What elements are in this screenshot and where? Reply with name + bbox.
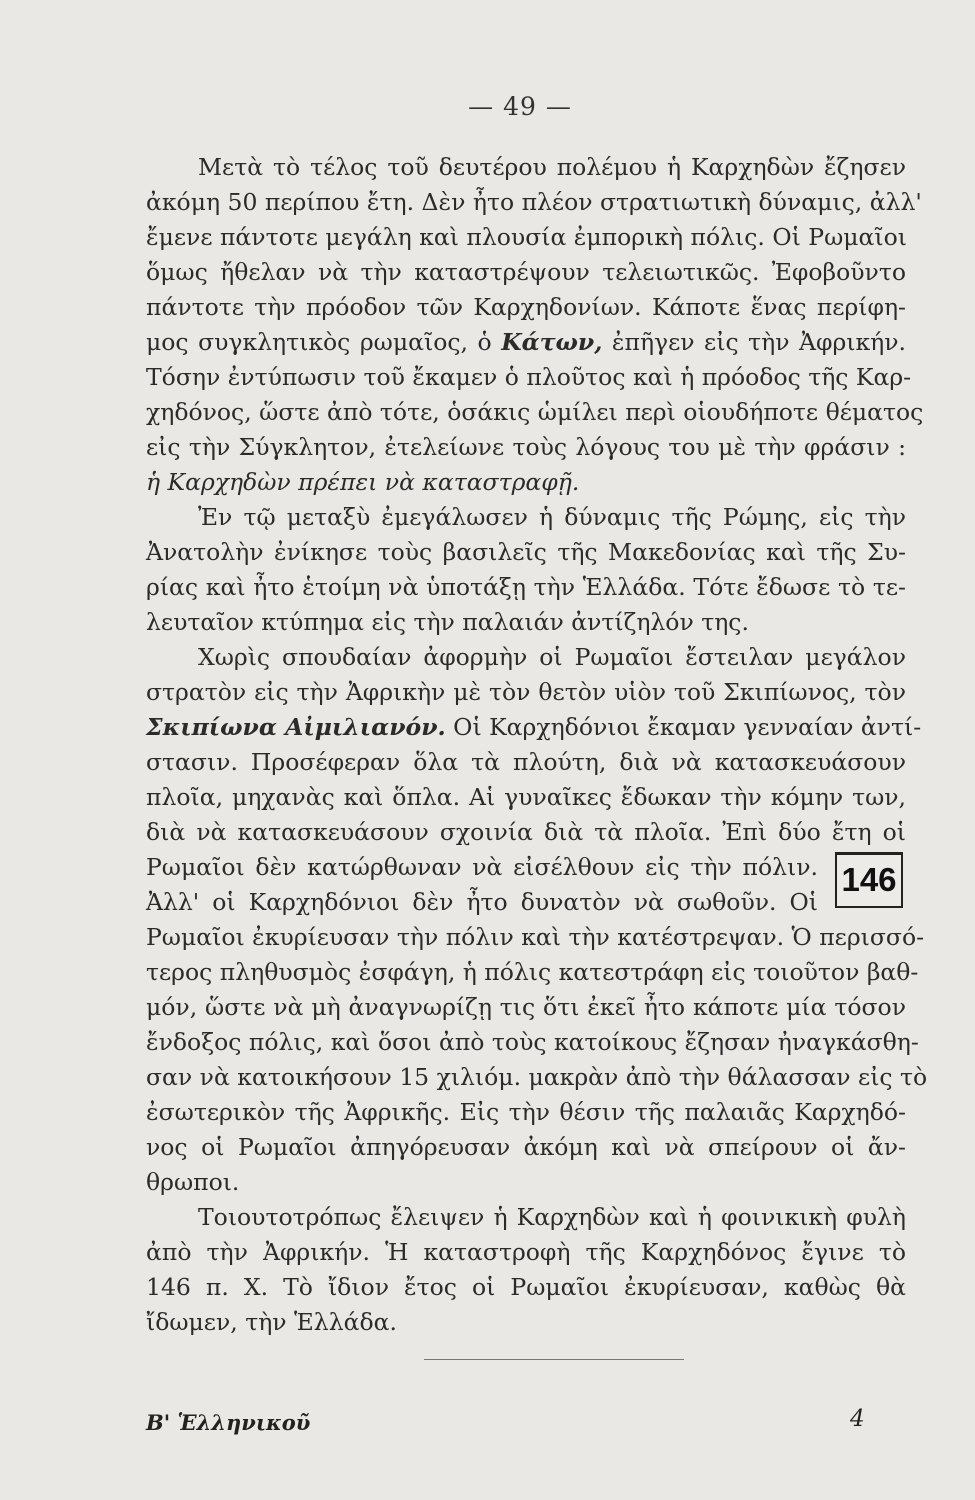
- text-line: πλοῖα, μηχανὰς καὶ ὅπλα. Αἱ γυναῖκες ἔδωκαν τὴν κόμην των,: [146, 783, 906, 811]
- margin-stamp: 146: [835, 852, 903, 908]
- text-line: εἰς τὴν Σύγκλητον, ἐτελείωνε τοὺς λόγους του μὲ τὴν φράσιν :: [146, 433, 906, 461]
- page-number: — 49 —: [468, 92, 572, 121]
- text-line: θρωποι.: [146, 1168, 240, 1196]
- text-line: μος συγκλητικὸς ρωμαῖος, ὁ Κάτων, ἐπῆγεν εἰς τὴν Ἀφρικήν.: [146, 328, 906, 356]
- text-line: Ἀνατολὴν ἐνίκησε τοὺς βασιλεῖς τῆς Μακεδονίας καὶ τῆς Συ-: [146, 538, 906, 566]
- text-line: ἔμενε πάντοτε μεγάλη καὶ πλουσία ἐμπορικὴ πόλις. Οἱ Ρωμαῖοι: [146, 223, 907, 251]
- text-line: Σκιπίωνα Αἰμιλιανόν. Οἱ Καρχηδόνιοι ἔκαμαν γενναίαν ἀντί-: [146, 713, 922, 741]
- text-line: ἀκόμη 50 περίπου ἔτη. Δὲν ἦτο πλέον στρατιωτικὴ δύναμις, ἀλλ': [146, 188, 922, 216]
- text-line: Ἀλλ' οἱ Καρχηδόνιοι δὲν ἦτο δυνατὸν νὰ σωθοῦν. Οἱ: [146, 888, 818, 916]
- text-line: πάντοτε τὴν πρόοδον τῶν Καρχηδονίων. Κάποτε ἕνας περίφη-: [146, 293, 906, 321]
- footnote-rule: [424, 1359, 684, 1360]
- text-line: Χωρὶς σπουδαίαν ἀφορμὴν οἱ Ρωμαῖοι ἔστειλαν μεγάλον: [198, 643, 906, 671]
- text-line: ὅμως ἤθελαν νὰ τὴν καταστρέψουν τελειωτικῶς. Ἐφοβοῦντο: [146, 258, 906, 286]
- emphasis-name: Σκιπίωνα Αἰμιλιανόν.: [146, 713, 446, 741]
- text-line: ἔνδοξος πόλις, καὶ ὅσοι ἀπὸ τοὺς κατοίκους ἔζησαν ἠναγκάσθη-: [146, 1028, 919, 1056]
- text-line: νος οἱ Ρωμαῖοι ἀπηγόρευσαν ἀκόμη καὶ νὰ σπείρουν οἱ ἄν-: [146, 1133, 906, 1161]
- text-line: Τοιουτοτρόπως ἔλειψεν ἡ Καρχηδὼν καὶ ἡ φοινικικὴ φυλὴ: [198, 1203, 906, 1231]
- text-line: Ἐν τῷ μεταξὺ ἐμεγάλωσεν ἡ δύναμις τῆς Ρώμης, εἰς τὴν: [198, 503, 906, 531]
- text-line: σαν νὰ κατοικήσουν 15 χιλιόμ. μακρὰν ἀπὸ τὴν θάλασσαν εἰς τὸ: [146, 1063, 928, 1091]
- text-line: στρατὸν εἰς τὴν Ἀφρικὴν μὲ τὸν θετὸν υἱὸν τοῦ Σκιπίωνος, τὸν: [146, 678, 906, 706]
- text-line: ἴδωμεν, τὴν Ἑλλάδα.: [146, 1308, 397, 1336]
- signature-mark: Β' Ἑλληνικοῦ: [146, 1410, 311, 1435]
- text-line: τερος πληθυσμὸς ἐσφάγη, ἡ πόλις κατεστράφη εἰς τοιοῦτον βαθ-: [146, 958, 919, 986]
- text-line: λευταῖον κτύπημα εἰς τὴν παλαιάν ἀντίζηλόν της.: [146, 608, 749, 636]
- text-line: χηδόνος, ὥστε ἀπὸ τότε, ὁσάκις ὡμίλει περὶ οἱουδήποτε θέματος: [146, 398, 924, 426]
- signature-number: 4: [850, 1406, 865, 1432]
- text-line: Ρωμαῖοι δὲν κατώρθωναν νὰ εἰσέλθουν εἰς τὴν πόλιν.: [146, 853, 818, 881]
- text-line: Ρωμαῖοι ἐκυρίευσαν τὴν πόλιν καὶ τὴν κατέστρεψαν. Ὁ περισσό-: [146, 923, 925, 951]
- text-line: Τόσην ἐντύπωσιν τοῦ ἔκαμεν ὁ πλοῦτος καὶ ἡ πρόοδος τῆς Καρ-: [146, 363, 912, 391]
- quote-line: ἡ Καρχηδὼν πρέπει νὰ καταστραφῇ.: [146, 468, 580, 496]
- text-line: ἀπὸ τὴν Ἀφρικήν. Ἡ καταστροφὴ τῆς Καρχηδόνος ἔγινε τὸ: [146, 1238, 906, 1266]
- text-line: στασιν. Προσέφεραν ὅλα τὰ πλούτη, διὰ νὰ κατασκευάσουν: [146, 748, 906, 776]
- text-line: Μετὰ τὸ τέλος τοῦ δευτέρου πολέμου ἡ Καρχηδὼν ἔζησεν: [198, 153, 906, 181]
- emphasis-name: Κάτων,: [501, 328, 603, 356]
- text-line: διὰ νὰ κατασκευάσουν σχοινία διὰ τὰ πλοῖα. Ἐπὶ δύο ἔτη οἱ: [146, 818, 906, 846]
- text-line: μόν, ὥστε νὰ μὴ ἀναγνωρίζῃ τις ὅτι ἐκεῖ ἦτο κάποτε μία τόσον: [146, 993, 906, 1021]
- text-line: ρίας καὶ ἦτο ἑτοίμη νὰ ὑποτάξῃ τὴν Ἑλλάδα. Τότε ἔδωσε τὸ τε-: [146, 573, 906, 601]
- text-line: 146 π. Χ. Τὸ ἴδιον ἔτος οἱ Ρωμαῖοι ἐκυρίευσαν, καθὼς θὰ: [146, 1273, 906, 1301]
- text-line: ἐσωτερικὸν τῆς Ἀφρικῆς. Εἰς τὴν θέσιν τῆς παλαιᾶς Καρχηδό-: [146, 1098, 906, 1126]
